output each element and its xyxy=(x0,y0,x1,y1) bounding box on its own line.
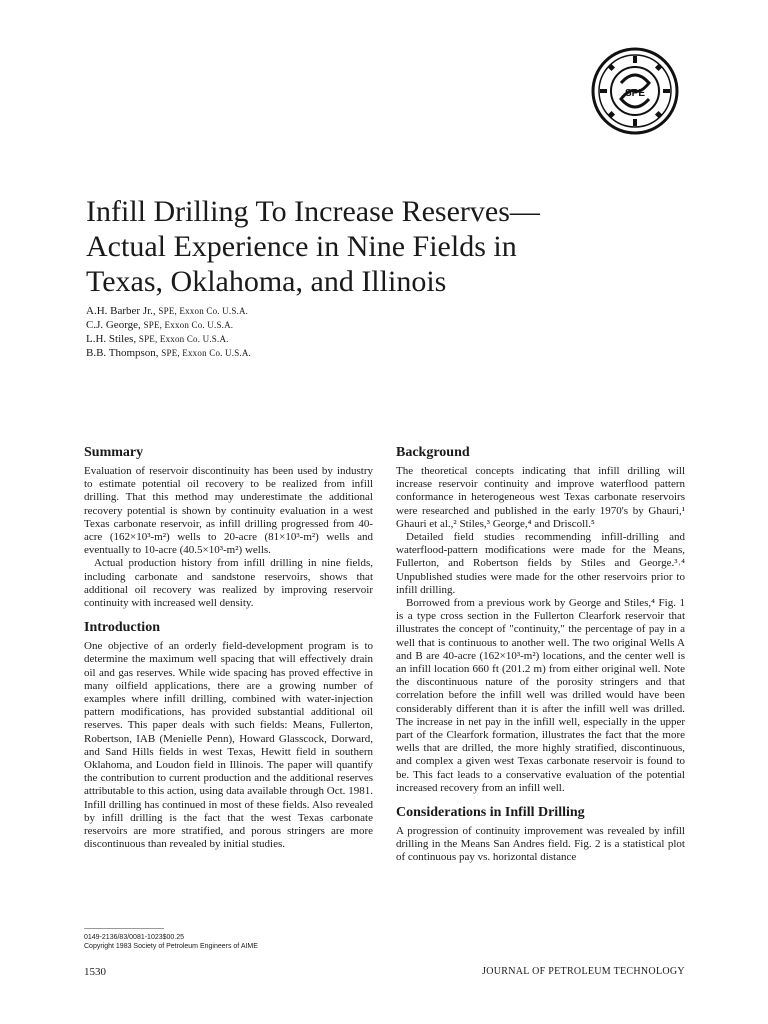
footnote-rule xyxy=(84,928,164,929)
summary-paragraph-2: Actual production history from infill drilling in nine fields, including carbonate and sandstone reservoirs, shows that additional oil recovery was realized by improving reservoir continuity with increased well density. xyxy=(84,557,373,610)
left-column xyxy=(84,444,373,851)
author-name: C.J. George, xyxy=(86,319,141,331)
paper-title xyxy=(86,194,646,299)
author-entry xyxy=(86,304,251,318)
introduction-paragraph: One objective of an orderly field-development program is to determine the maximum well spacing that will effectively drain oil and gas reserves. While wide spacing has proved effective in many oilfield applications, there are a growing number of examples where infill drilling, combined with water-injection pattern modifications, has provided substantial additional oil reserves. This paper deals with such fields: Means, Fullerton, Robertson, IAB (Menielle Penn), Howard Glasscock, Dorward, and Sand Hills fields in west Texas, Hewitt field in southern Oklahoma, and Loudon field in Illinois. The paper will quantify the contribution to current production and the additional reserves attributable to this action, using data available through Oct. 1981. Infill drilling has continued in most of these fields. Also revealed by infill drilling is the fact that the west Texas carbonate reservoirs are more stratified, and porous stringers are more discontinuous than revealed by initial studies. xyxy=(84,640,373,851)
author-affiliation: SPE, Exxon Co. U.S.A. xyxy=(158,306,249,316)
title-line: Texas, Oklahoma, and Illinois xyxy=(86,265,447,298)
author-entry xyxy=(86,346,251,360)
author-name: A.H. Barber Jr., xyxy=(86,305,156,317)
summary-paragraph-1: Evaluation of reservoir discontinuity has been used by industry to estimate potential oil recovery to be realized from infill drilling. That this method may underestimate the additional recovery potential is shown by continuity evaluation in a west Texas carbonate reservoir, as infill drilling progressed from 40-acre (162×10³-m²) wells to 20-acre (81×10³-m²) wells and eventually to 10-acre (40.5×10³-m²) wells. xyxy=(84,465,373,557)
title-line: Actual Experience in Nine Fields in xyxy=(86,230,517,263)
svg-text:SPE: SPE xyxy=(624,88,646,99)
footnote-copyright: Copyright 1983 Society of Petroleum Engineers of AIME xyxy=(84,943,258,950)
author-affiliation: SPE, Exxon Co. U.S.A. xyxy=(138,334,229,344)
copyright-footnote xyxy=(84,933,374,951)
title-line: Infill Drilling To Increase Reserves— xyxy=(86,195,540,228)
background-paragraph-2: Detailed field studies recommending infill-drilling and waterflood-pattern modifications were made for the Means, Fullerton, and Robertson fields by Stiles and George.³˒⁴ Unpublished studies were made for the other reservoirs prior to infill drilling. xyxy=(396,531,685,596)
author-name: B.B. Thompson, xyxy=(86,347,159,359)
background-paragraph-1: The theoretical concepts indicating that infill drilling will increase reservoir continuity and improve waterflood pattern conformance in heterogeneous west Texas carbonate reservoirs were researched and published in the early 1970's by Ghauri,¹ Ghauri et al.,² Stiles,³ George,⁴ and Driscoll.⁵ xyxy=(396,465,685,530)
background-heading: Background xyxy=(396,445,470,460)
spe-seal-logo xyxy=(591,47,679,135)
considerations-heading: Considerations in Infill Drilling xyxy=(396,805,585,821)
author-affiliation: SPE, Exxon Co. U.S.A. xyxy=(161,348,251,358)
page-number: 1530 xyxy=(84,966,106,978)
author-name: L.H. Stiles, xyxy=(86,333,137,345)
introduction-heading: Introduction xyxy=(84,620,160,636)
right-column xyxy=(396,444,685,865)
author-entry xyxy=(86,318,251,332)
considerations-paragraph: A progression of continuity improvement was revealed by infill drilling in the Means San Andres field. Fig. 2 is a statistical plot of continuous pay vs. horizontal distance xyxy=(396,825,685,864)
author-entry xyxy=(86,332,251,346)
summary-heading: Summary xyxy=(84,445,144,460)
footnote-code: 0149-2136/83/0081-1023$00.25 xyxy=(84,934,185,941)
background-paragraph-3: Borrowed from a previous work by George and Stiles,⁴ Fig. 1 is a type cross section in the Fullerton Clearfork reservoir that illustrates the concept of "continuity," the percentage of pay in a well that is continuous to another well. The two original Wells A and B are 40-acre (162×10³-m²) locations, and the center well is an infill location 660 ft (201.2 m) from either original well. Note the discontinuous nature of the porosity stringers and that correlation before the infill well was drilled would have been considerably different than it is after the infill well was drilled. The increase in net pay in the infill well, especially in the upper part of the Clearfork formation, illustrates the fact that the more wells that are drilled, the more highly stratified, discontinuous, and complex a given west Texas carbonate reservoir is found to be. This fact leads to a conservative evaluation of the potential increased recovery from an infill well. xyxy=(396,597,685,794)
journal-name: JOURNAL OF PETROLEUM TECHNOLOGY xyxy=(482,966,685,977)
author-affiliation: SPE, Exxon Co. U.S.A. xyxy=(143,320,234,330)
author-list xyxy=(86,304,251,360)
